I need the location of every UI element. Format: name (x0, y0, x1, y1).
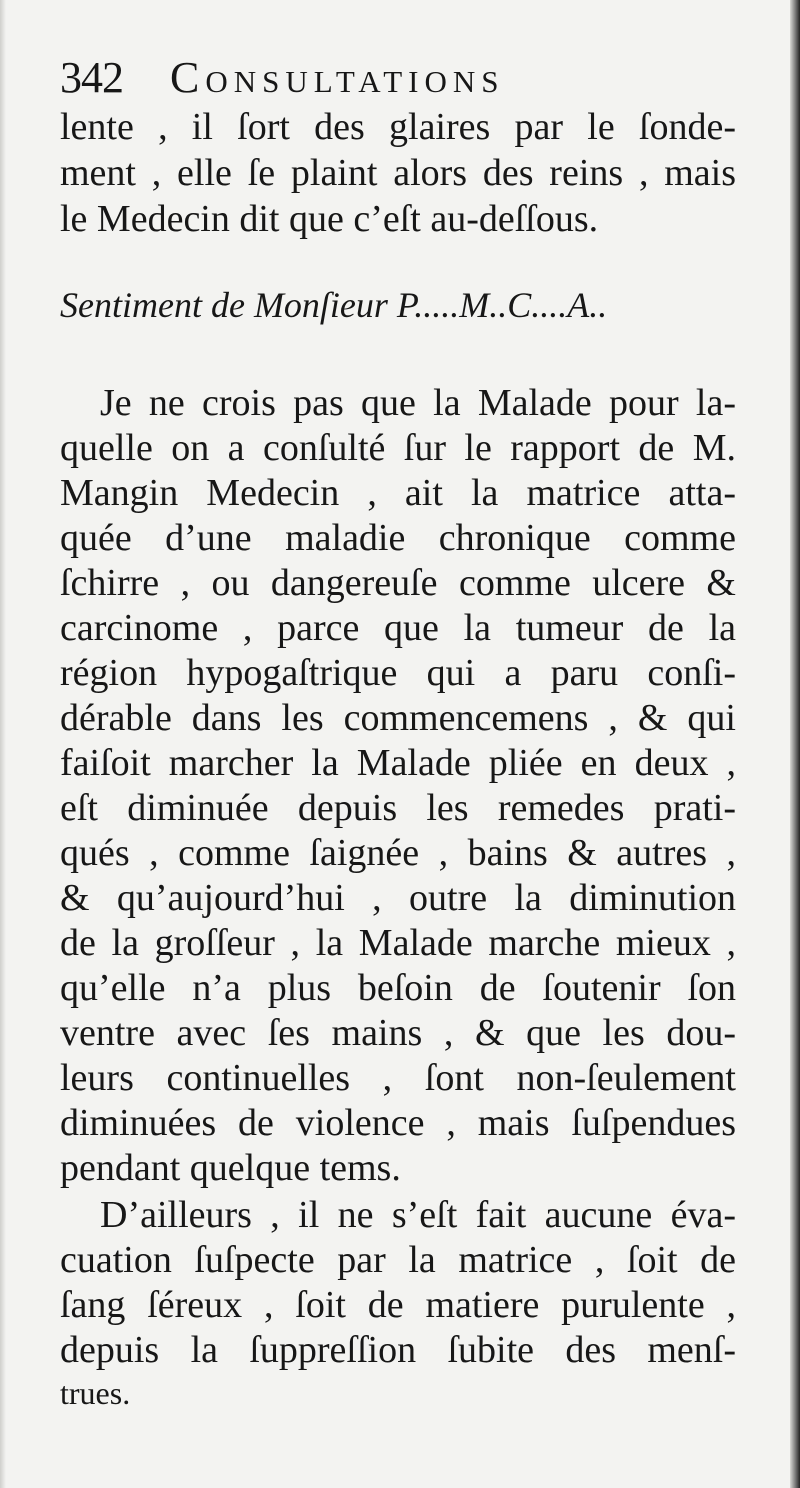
text-line: région hypogaſtrique qui a paru conſi- (60, 652, 736, 694)
text-line: Mangin Medecin , ait la matrice atta- (60, 472, 736, 514)
text-line: ment , elle ſe plaint alors des reins , mais (60, 152, 736, 194)
page-edge-shadow (0, 0, 6, 1488)
text-line: le Medecin dit que c’eſt au-deſſous. (60, 198, 599, 240)
text-line: ſang ſéreux , ſoit de matiere purulente , (60, 1284, 736, 1326)
text-line: cuation ſuſpecte par la matrice , ſoit de (60, 1239, 736, 1281)
text-line: & qu’aujourd’hui , outre la diminution (60, 877, 736, 919)
text-line: de la groſſeur , la Malade marche mieux , (60, 922, 736, 964)
running-title: Consultations (170, 53, 505, 102)
text-line: ventre avec ſes mains , & que les dou- (60, 1012, 736, 1054)
text-line: lente , il ſort des glaires par le ſonde- (60, 106, 736, 148)
text-line: ſchirre , ou dangereuſe comme ulcere & (60, 562, 736, 604)
text-line: quelle on a conſulté ſur le rapport de M. (60, 427, 736, 469)
text-line: depuis la ſuppreſſion ſubite des menſ- (60, 1329, 736, 1371)
text-line: Je ne crois pas que la Malade pour la- (100, 382, 736, 424)
text-line: pendant quelque tems. (60, 1147, 401, 1189)
section-heading: Sentiment de Monſieur P.....M..C....A.. (60, 285, 608, 325)
text-line: D’ailleurs , il ne s’eſt fait aucune éva- (100, 1194, 736, 1236)
text-line: quée d’une maladie chronique comme (60, 517, 736, 559)
page-number: 342 (60, 53, 123, 102)
binding-gutter-shadow (790, 0, 800, 1488)
text-line: dérable dans les commencemens , & qui (60, 697, 736, 739)
text-line: leurs continuelles , ſont non-ſeulement (60, 1057, 736, 1099)
text-line: qués , comme ſaignée , bains & autres , (60, 832, 736, 874)
text-line: diminuées de violence , mais ſuſpendues (60, 1102, 736, 1144)
running-header (60, 50, 760, 106)
text-line: carcinome , parce que la tumeur de la (60, 607, 736, 649)
text-line: qu’elle n’a plus beſoin de ſoutenir ſon (60, 967, 736, 1009)
text-line: trues. (60, 1375, 131, 1411)
text-line: eſt diminuée depuis les remedes prati- (60, 787, 736, 829)
text-line: faiſoit marcher la Malade pliée en deux , (60, 742, 736, 784)
